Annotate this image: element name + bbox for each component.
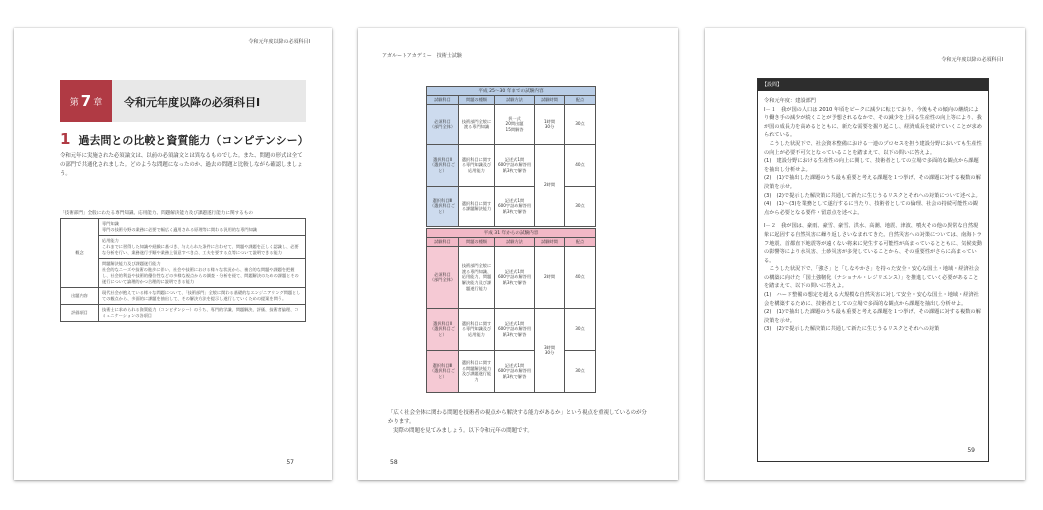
table-cell: 40点 bbox=[565, 144, 596, 186]
table-cell: 選択科目に関する専門知識及び応用能力 bbox=[459, 144, 495, 186]
table-cell: 記述式1問 600字詰め解答用紙3枚で解答 bbox=[495, 186, 535, 226]
table-cell: 記述式1問 600字詰め解答用紙3枚で解答 bbox=[495, 246, 535, 308]
section-title: 過去問との比較と資質能力（コンピテンシー） bbox=[78, 134, 309, 147]
table-cell: 40点 bbox=[565, 246, 596, 308]
column-header: 問題の種類 bbox=[459, 96, 495, 105]
paragraph: Ⅰ－２ 我が国は、豪雨、豪雪、豪雪、洪水、高潮、地震、津波、噴火その他の異常な自然現象に起因する自然災害に繰り返しさいなまれてきた。自然災害への対策については、南海トラフ地震、首都直下地震等が遠くない将来に発生する可能性が高まっているとともに、気候変動の影響等により水災害、土砂災害が多発していることから、その重要性がさらに高まっている。 bbox=[764, 223, 982, 264]
table-header-row bbox=[427, 238, 596, 247]
table-cell: 記述式1問 600字詰め解答用紙3枚で解答 bbox=[495, 350, 535, 392]
table-caption: 平成 31 年からの試験内容 bbox=[426, 228, 596, 237]
paragraph: こうした状況下で、社会資本整備における一連のプロセスを担う建設分野においても生産性の向上が必要不可欠となっていることを踏まえて、以下の問いに答えよ。 bbox=[764, 140, 982, 156]
paragraph: (4) (1)～(3)を業務として遂行するに当たり、技術者としての倫理、社会の持続可能性の観点から必要となる要件・留意点を述べよ。 bbox=[764, 201, 978, 216]
page-58 bbox=[358, 28, 678, 480]
table-cell: 選択科目に関する専門知識及び応用能力 bbox=[459, 308, 495, 350]
column-header: 試験科目 bbox=[427, 96, 459, 105]
paragraph: 令和元年度：建設部門 bbox=[764, 98, 816, 104]
running-header: 令和元年度以降の必須科目Ⅰ bbox=[248, 39, 310, 45]
table-row bbox=[427, 308, 596, 350]
table-cell: 2時間 bbox=[535, 246, 565, 308]
section-number: 1 bbox=[60, 130, 71, 148]
table-cell: 1時間 30分 bbox=[535, 104, 565, 144]
row-label: 出題内容 bbox=[61, 288, 99, 305]
section-heading bbox=[60, 130, 309, 148]
table-cell: 現代社会が抱えている様々な問題について、「技術部門」全般に関わる基礎的なエンジニアリング問題としての観点から、多面的に課題を抽出して、その解決方法を提示し遂行していくための提案を問う。 bbox=[99, 288, 306, 305]
table-cell: 選択科目Ⅱ （選択科目ごと） bbox=[427, 144, 459, 186]
paragraph: (3) (2)で提示した解決策に共通して新たに生じうるリスクとそれへの対策 bbox=[764, 326, 940, 333]
paragraph: (1) 建設分野における生産性の向上に関して、技術者としての立場で多面的な観点から課題を抽出し分析せよ。 bbox=[764, 158, 979, 173]
question-text bbox=[758, 91, 988, 340]
table-row bbox=[61, 288, 306, 305]
table-row bbox=[427, 104, 596, 144]
column-header: 試験時間 bbox=[535, 238, 565, 247]
chapter-title: 令和元年度以降の必須科目Ⅰ bbox=[124, 96, 261, 109]
new-exam-table-block bbox=[426, 228, 596, 393]
table-cell: 30点 bbox=[565, 350, 596, 392]
page-number: 58 bbox=[390, 459, 398, 466]
column-header: 試験方法 bbox=[495, 96, 535, 105]
table-row bbox=[61, 305, 306, 322]
table-cell: 専門知識 専門の技術分野の業務に必要で幅広く適用される原理等に関わる汎用的な専門知識 bbox=[99, 219, 306, 236]
table-row bbox=[427, 186, 596, 226]
new-exam-table bbox=[426, 237, 596, 393]
row-label: 概念 bbox=[61, 219, 99, 288]
table-cell: 30点 bbox=[565, 308, 596, 350]
page-number: 59 bbox=[967, 447, 975, 454]
table-cell: 択一式 20問出題 15問解答 bbox=[495, 104, 535, 144]
body-paragraph: 「広く社会全体に関わる問題を技術者の視点から解決する能力があるか」という視点を重視しているのが分かります。 bbox=[388, 410, 647, 425]
chapter-banner bbox=[60, 80, 306, 122]
column-header: 配点 bbox=[565, 96, 596, 105]
column-header: 試験方法 bbox=[495, 238, 535, 247]
page-number: 57 bbox=[286, 459, 294, 466]
table-cell: 30点 bbox=[565, 104, 596, 144]
paragraph: (3) (2)で提示した解決策に共通して新たに生じうるリスクとそれへの対策について述べよ。 bbox=[764, 192, 981, 199]
table-header-row bbox=[427, 96, 596, 105]
table-caption: 平成 25〜30 年までの試験内容 bbox=[426, 86, 596, 95]
column-header: 試験科目 bbox=[427, 238, 459, 247]
body-text bbox=[388, 409, 650, 436]
table-cell: 必須科目 （部門全体） bbox=[427, 246, 459, 308]
table-cell: 3時間 30分 bbox=[535, 308, 565, 392]
paragraph: (2) (1)で抽出した課題のうち最も重要と考える課題を１つ挙げ、その課題に対する複数の解決策を示せ。 bbox=[764, 309, 981, 324]
paragraph: (1) ハード整備の想定を超える大規模な自然災害に対して安全・安心な国土・地域・経済社会を構築するために、技術者としての立場で多面的な観点から課題を抽出し分析せよ。 bbox=[764, 292, 979, 307]
table-row bbox=[427, 144, 596, 186]
column-header: 試験時間 bbox=[535, 96, 565, 105]
page-59 bbox=[705, 28, 1025, 480]
table-cell: 30点 bbox=[565, 186, 596, 226]
table-cell: 問題解決能力及び課題遂行能力 社会的なニーズや技術の進歩に伴い、社会や技術における様々な状況から、複合的な問題や課題を把握し、社会的利益や技術的優位性などの多様な視点からの調査・分析を経て、問題解決のための課題とその遂行について論理的かつ合理的に説明できる能力 bbox=[99, 259, 306, 288]
table-cell: 選択科目Ⅲ （選択科目ごと） bbox=[427, 186, 459, 226]
table-cell: 応用能力 これまでに習得した知識や経験に基づき、与えられた条件に合わせて、問題や課題を正しく認識し、必要な分析を行い、業務遂行手順や業務上留意すべき点、工夫を要する点等について説明できる能力 bbox=[99, 236, 306, 259]
table-cell: 選択科目に関する課題解決能力 bbox=[459, 186, 495, 226]
row-label: 評価項目 bbox=[61, 305, 99, 322]
competency-table bbox=[60, 218, 306, 322]
table-row bbox=[427, 350, 596, 392]
table-cell: 技術士に求められる資質能力（コンピテンシー）のうち、専門的学識、問題解決、評価、技術者倫理、コミュニケーションの各項目 bbox=[99, 305, 306, 322]
body-paragraph: 実際の問題を見てみましょう。以下令和元年の問題です。 bbox=[393, 428, 533, 434]
old-exam-table-block bbox=[426, 86, 596, 227]
page-57 bbox=[14, 28, 332, 480]
paragraph: (2) (1)で抽出した課題のうち最も重要と考える課題を１つ挙げ、その課題に対する複数の解決策を示せ。 bbox=[764, 175, 981, 190]
running-header: アガルートアカデミー 技術士試験 bbox=[382, 53, 462, 59]
column-header: 問題の種類 bbox=[459, 238, 495, 247]
table-caption: 「技術部門」全般にわたる専門知識、応用能力、問題解決能力及び課題遂行能力に関するもの bbox=[60, 211, 253, 216]
old-exam-table bbox=[426, 95, 596, 227]
paragraph: Ⅰ－１ 我が国の人口は 2010 年頃をピークに減少に転じており、今後もその傾向の継続により働き手の減少が続くことが予想されるなかで、その減少を上回る生産性の向上等により、我が国の成長力を高めるとともに、新たな需要を掘り起こし、経済成長を続けていくことが求められている。 bbox=[764, 106, 982, 139]
body-text: 令和元年に実施された必須論文は、以前の必須論文とは異なるものでした。また、問題の形式は全ての部門で共通化されました。どのような問題になったのか、過去の問題と比較しながら確認しましょう。 bbox=[60, 153, 303, 178]
table-cell: 記述式1問 600字詰め解答用紙3枚で解答 bbox=[495, 144, 535, 186]
table-row bbox=[427, 246, 596, 308]
chapter-label bbox=[60, 80, 112, 122]
table-cell: 選択科目に関する問題解決能力及び課題遂行能力 bbox=[459, 350, 495, 392]
table-cell: 技術部門全般に渡る専門知識 bbox=[459, 104, 495, 144]
chapter-prefix: 第 bbox=[69, 97, 79, 108]
paragraph: こうした状況下で、「強さ」と「しなやかさ」を持った安全・安心な国土・地域・経済社会の構築に向けた「国土強靭化（ナショナル・レジリエンス）」を推進していく必要があることを踏まえて、以下の問いに答えよ。 bbox=[764, 266, 980, 290]
table-cell: 技術部門全般に渡る専門知識、応用能力、問題解決能力及び課題遂行能力 bbox=[459, 246, 495, 308]
table-cell: 必須科目 （部門全体） bbox=[427, 104, 459, 144]
table-cell: 選択科目Ⅱ （選択科目ごと） bbox=[427, 308, 459, 350]
chapter-number: 7 bbox=[80, 92, 92, 110]
table-cell: 2時間 bbox=[535, 144, 565, 226]
running-header: 令和元年度以降の必須科目Ⅰ bbox=[941, 57, 1003, 63]
table-cell: 記述式1問 600字詰め解答用紙3枚で解答 bbox=[495, 308, 535, 350]
chapter-suffix: 章 bbox=[93, 97, 103, 108]
frame-title: 【設問】 bbox=[758, 79, 988, 91]
table-row bbox=[61, 219, 306, 236]
question-frame bbox=[757, 78, 989, 462]
table-cell: 選択科目Ⅲ （選択科目ごと） bbox=[427, 350, 459, 392]
column-header: 配点 bbox=[565, 238, 596, 247]
